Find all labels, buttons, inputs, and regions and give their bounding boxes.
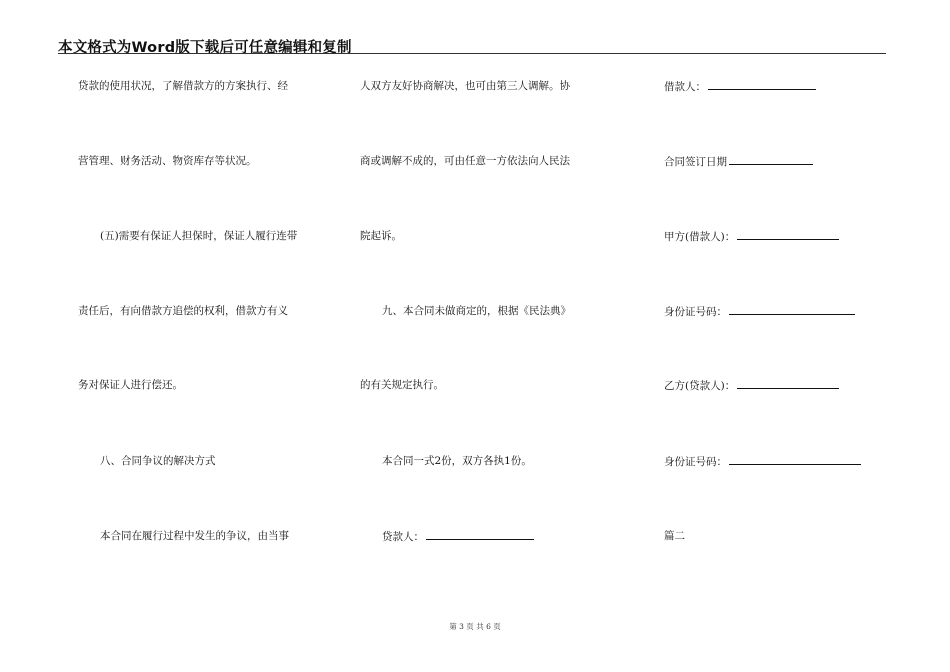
id-number-label-b: 身份证号码： — [664, 456, 727, 468]
id-number-line-a — [664, 304, 855, 319]
contract-date-line — [664, 154, 813, 169]
party-b-line — [664, 378, 839, 393]
id-number-label-a: 身份证号码： — [664, 306, 727, 318]
middle-line-1: 人双方友好协商解决，也可由第三人调解。协 — [360, 80, 570, 92]
party-b-blank — [737, 378, 839, 389]
contract-date-blank — [729, 154, 813, 165]
id-number-line-b — [664, 454, 861, 469]
left-line-7: 本合同在履行过程中发生的争议，由当事 — [100, 530, 289, 542]
left-line-1: 贷款的使用状况，了解借款方的方案执行、经 — [78, 80, 288, 92]
middle-line-4: 九、本合同未做商定的，根据《民法典》 — [382, 305, 571, 317]
party-a-blank — [737, 229, 839, 240]
middle-line-2: 商或调解不成的，可由任意一方依法向人民法 — [360, 155, 570, 167]
middle-line-3: 院起诉。 — [360, 230, 402, 242]
middle-line-5: 的有关规定执行。 — [360, 379, 444, 391]
left-section-heading: 八、合同争议的解决方式 — [100, 455, 216, 467]
left-line-2: 营管理、财务活动、物资库存等状况。 — [78, 155, 257, 167]
party-a-line — [664, 229, 839, 244]
id-number-blank-b — [729, 454, 861, 465]
borrower-signature-line — [664, 79, 816, 94]
document-header-title: 本文格式为Word版下载后可任意编辑和复制 — [58, 40, 352, 56]
middle-line-6: 本合同一式2份，双方各执1份。 — [382, 455, 532, 467]
borrower-label: 借款人： — [664, 81, 706, 93]
left-line-4: 责任后，有向借款方追偿的权利，借款方有义 — [78, 305, 288, 317]
left-line-5: 务对保证人进行偿还。 — [78, 379, 183, 391]
party-b-label: 乙方(贷款人)： — [664, 380, 736, 392]
party-a-label: 甲方(借款人)： — [664, 231, 736, 243]
id-number-blank-a — [729, 304, 855, 315]
section-two-heading: 篇二 — [664, 530, 685, 542]
lender-signature-line — [382, 529, 534, 544]
left-line-3: (五)需要有保证人担保时，保证人履行连带 — [100, 230, 298, 242]
lender-blank — [426, 529, 534, 540]
lender-label: 贷款人： — [382, 531, 424, 543]
header-divider — [58, 53, 886, 54]
page-number: 第 3 页 共 6 页 — [449, 622, 501, 631]
contract-date-label: 合同签订日期 — [664, 156, 727, 168]
borrower-blank — [708, 79, 816, 90]
